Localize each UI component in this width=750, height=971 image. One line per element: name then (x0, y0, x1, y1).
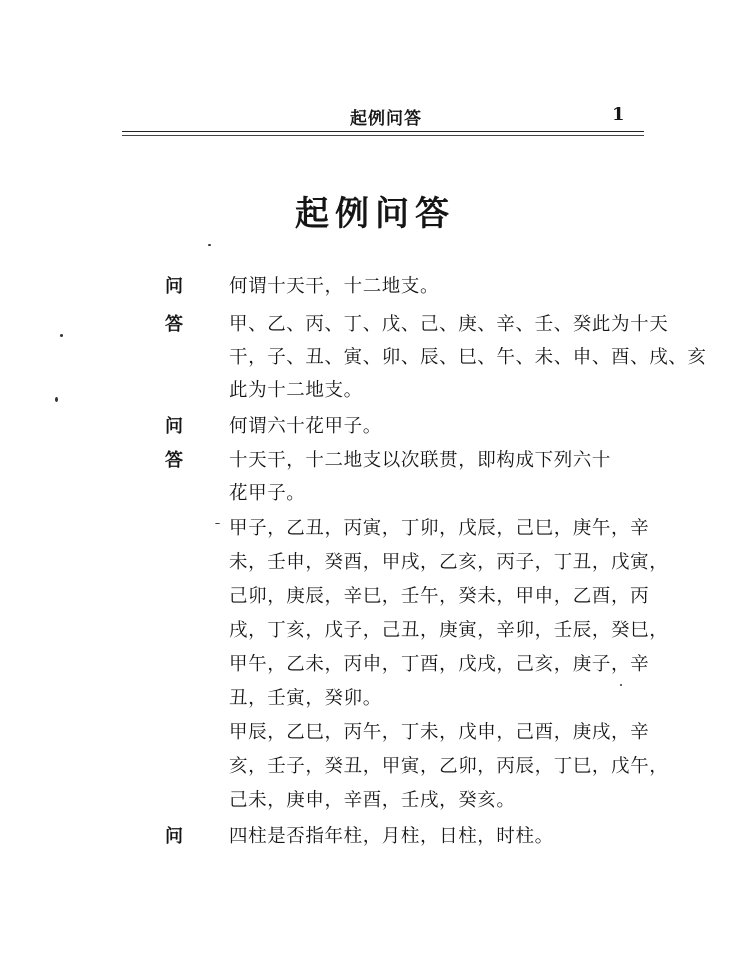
text-line: 甲午，乙未，丙申，丁酉，戊戌，己亥，庚子，辛 (229, 654, 650, 675)
page-title: 起例问答 (295, 194, 455, 234)
text-line: 未，壬申，癸酉，甲戌，乙亥，丙子，丁丑，戊寅， (229, 552, 669, 573)
text-line: 丑，壬寅，癸卯。 (229, 688, 382, 709)
text-line: 何谓十天干，十二地支。 (229, 276, 440, 297)
scan-speck (55, 397, 58, 402)
text-line: 何谓六十花甲子。 (229, 416, 382, 437)
text-line: 四柱是否指年柱，月柱，日柱，时柱。 (229, 826, 554, 847)
text-line: 十天干，十二地支以次联贯，即构成下列六十 (229, 450, 612, 471)
text-line: 亥，壬子，癸丑，甲寅，乙卯，丙辰，丁巳，戊午， (229, 756, 669, 777)
header-rule-thin (122, 135, 644, 136)
scan-speck (620, 684, 622, 686)
scan-speck (215, 523, 220, 524)
running-head-title: 起例问答 (350, 109, 422, 129)
scan-speck (208, 244, 211, 246)
question-mark: 问 (165, 276, 183, 297)
answer-mark: 答 (165, 450, 183, 471)
text-line: 花甲子。 (229, 483, 306, 504)
text-line: 甲辰，乙巳，丙午，丁未，戊申，己酉，庚戌，辛 (229, 722, 650, 743)
text-line: 甲、乙、丙、丁、戊、己、庚、辛、壬、癸此为十天 (229, 314, 669, 335)
text-line: 此为十二地支。 (229, 380, 363, 401)
text-line: 戌，丁亥，戊子，己丑，庚寅，辛卯，壬辰，癸巳， (229, 620, 669, 641)
text-line: 干，子、丑、寅、卯、辰、巳、午、未、申、酉、戌、亥 (229, 347, 707, 368)
question-mark: 问 (165, 826, 183, 847)
header-rule (122, 131, 644, 132)
page-number: 1 (612, 104, 625, 125)
text-line: 己卯，庚辰，辛巳，壬午，癸未，甲申，乙酉，丙 (229, 586, 650, 607)
question-mark: 问 (165, 416, 183, 437)
text-line: 己未，庚申，辛酉，壬戌，癸亥。 (229, 790, 516, 811)
scan-speck (60, 334, 63, 337)
text-line: 甲子，乙丑，丙寅，丁卯，戊辰，己巳，庚午，辛 (229, 518, 650, 539)
answer-mark: 答 (165, 314, 183, 335)
